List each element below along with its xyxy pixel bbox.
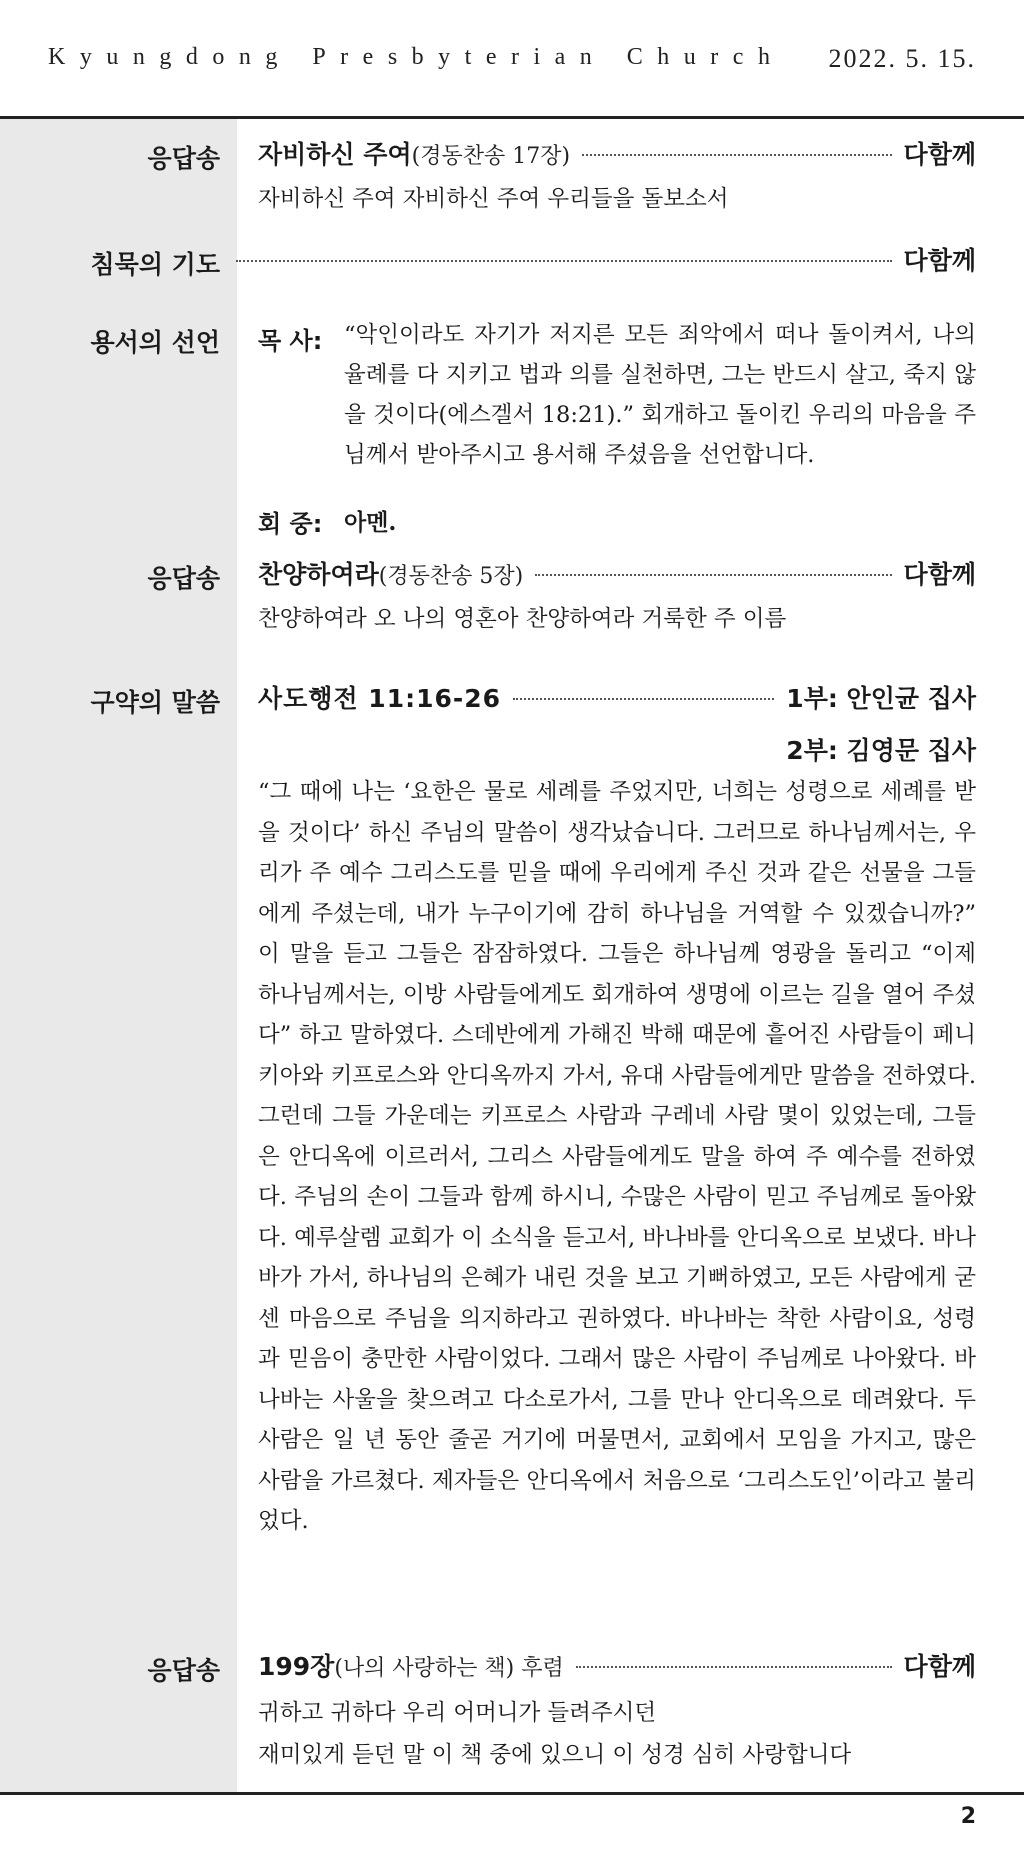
performer: 다함께	[903, 1652, 976, 1681]
church-name: Kyungdong Presbyterian Church	[48, 44, 785, 70]
dot-leader	[236, 260, 892, 262]
hymn-source: (경동찬송 17장)	[411, 144, 571, 169]
hymn-source: (나의 사랑하는 책) 후렴	[334, 1656, 564, 1681]
bulletin-date: 2022. 5. 15.	[828, 44, 976, 73]
response-song-label: 응답송	[147, 564, 220, 593]
scripture-label: 구약의 말씀	[90, 688, 220, 717]
performer: 다함께	[903, 140, 976, 169]
silent-prayer-label: 침묵의 기도	[90, 250, 220, 279]
congregation-response: 아멘.	[344, 509, 397, 536]
pastor-label: 목 사:	[258, 327, 323, 355]
response-song-3-row	[258, 1647, 976, 1687]
response-song-label: 응답송	[147, 1656, 220, 1685]
hymn-title: 199장	[258, 1652, 335, 1681]
page-header	[0, 0, 1024, 118]
scripture-row	[258, 679, 976, 719]
silent-prayer-row	[236, 241, 976, 281]
hymn-title: 찬양하여라	[258, 560, 379, 589]
reader-first-service: 1부: 안인균 집사	[786, 684, 976, 713]
scripture-text: “그 때에 나는 ‘요한은 물로 세례를 주었지만, 너희는 성령으로 세례를 받을 것이다’ 하신 주님의 말씀이 생각났습니다. 그러므로 하나님께서는, 우리가 주 예수 그리스도를 믿을 때에 우리에게 주신 것과 같은 선물을 그들에게 주셨는데, 내가 누구이기에 감히 하나님을 거역할 수 있겠습니까?” 이 말을 듣고 그들은 잠잠하였다. 그들은 하나님께 영광을 돌리고 “이제 하나님께서는, 이방 사람들에게도 회개하여 생명에 이르는 길을 열어 주셨다” 하고 말하였다. 스데반에게 가해진 박해 때문에 흩어진 사람들이 페니키아와 키프로스와 안디옥까지 가서, 유대 사람들에게만 말씀을 전하였다. 그런데 그들 가운데는 키프로스 사람과 구레네 사람 몇이 있었는데, 그들은 안디옥에 이르러서, 그리스 사람들에게도 말을 하여 주 예수를 전하였다. 주님의 손이 그들과 함께 하시니, 수많은 사람이 믿고 주님께로 돌아왔다. 예루살렘 교회가 이 소식을 듣고서, 바나바를 안디옥으로 보냈다. 바나바가 가서, 하나님의 은혜가 내린 것을 보고 기뻐하였고, 모든 사람에게 굳센 마음으로 주님을 의지하라고 권하였다. 바나바는 착한 사람이요, 성령과 믿음이 충만한 사람이었다. 그래서 많은 사람이 주님께로 나아왔다. 바나바는 사울을 찾으려고 다소로가서, 그를 만나 안디옥으로 데려왔다. 두 사람은 일 년 동안 줄곧 거기에 머물면서, 교회에서 모임을 가지고, 많은 사람을 가르쳤다. 제자들은 안디옥에서 처음으로 ‘그리스도인’이라고 불리었다.	[258, 779, 976, 1534]
dot-leader	[535, 574, 891, 576]
dot-leader	[576, 1666, 892, 1668]
response-song-label: 응답송	[147, 144, 220, 173]
hymn-source: (경동찬송 5장)	[378, 564, 524, 589]
dot-leader	[582, 154, 892, 156]
hymn-lyrics: 찬양하여라 오 나의 영혼아 찬양하여라 거룩한 주 이름	[258, 606, 787, 632]
pastor-declaration: “악인이라도 자기가 저지른 모든 죄악에서 떠나 돌이켜서, 나의 율례를 다 지키고 법과 의를 실천하면, 그는 반드시 살고, 죽지 않을 것이다(에스겔서 18:21).” 회개하고 돌이킨 우리의 마음을 주님께서 받아주시고 용서해 주셨음을 선언합니다.	[344, 322, 976, 468]
hymn-lyrics-line-1: 귀하고 귀하다 우리 어머니가 들려주시던	[258, 1700, 657, 1726]
hymn-lyrics: 자비하신 주여 자비하신 주여 우리들을 돌보소서	[258, 186, 729, 212]
response-song-1-row	[258, 135, 976, 175]
performer: 다함께	[903, 246, 976, 275]
hymn-lyrics-line-2: 재미있게 듣던 말 이 책 중에 있으니 이 성경 심히 사랑합니다	[258, 1742, 852, 1768]
scripture-reference: 사도행전 11:16-26	[258, 684, 502, 713]
performer: 다함께	[903, 560, 976, 589]
label-sidebar	[0, 119, 237, 1792]
bottom-divider	[0, 1792, 1024, 1795]
congregation-label: 회 중:	[258, 510, 323, 538]
page-number: 2	[960, 1804, 976, 1829]
pardon-label: 용서의 선언	[90, 328, 220, 357]
reader-second-service: 2부: 김영문 집사	[786, 736, 976, 765]
hymn-title: 자비하신 주여	[258, 140, 412, 169]
response-song-2-row	[258, 555, 976, 595]
dot-leader	[513, 698, 774, 700]
